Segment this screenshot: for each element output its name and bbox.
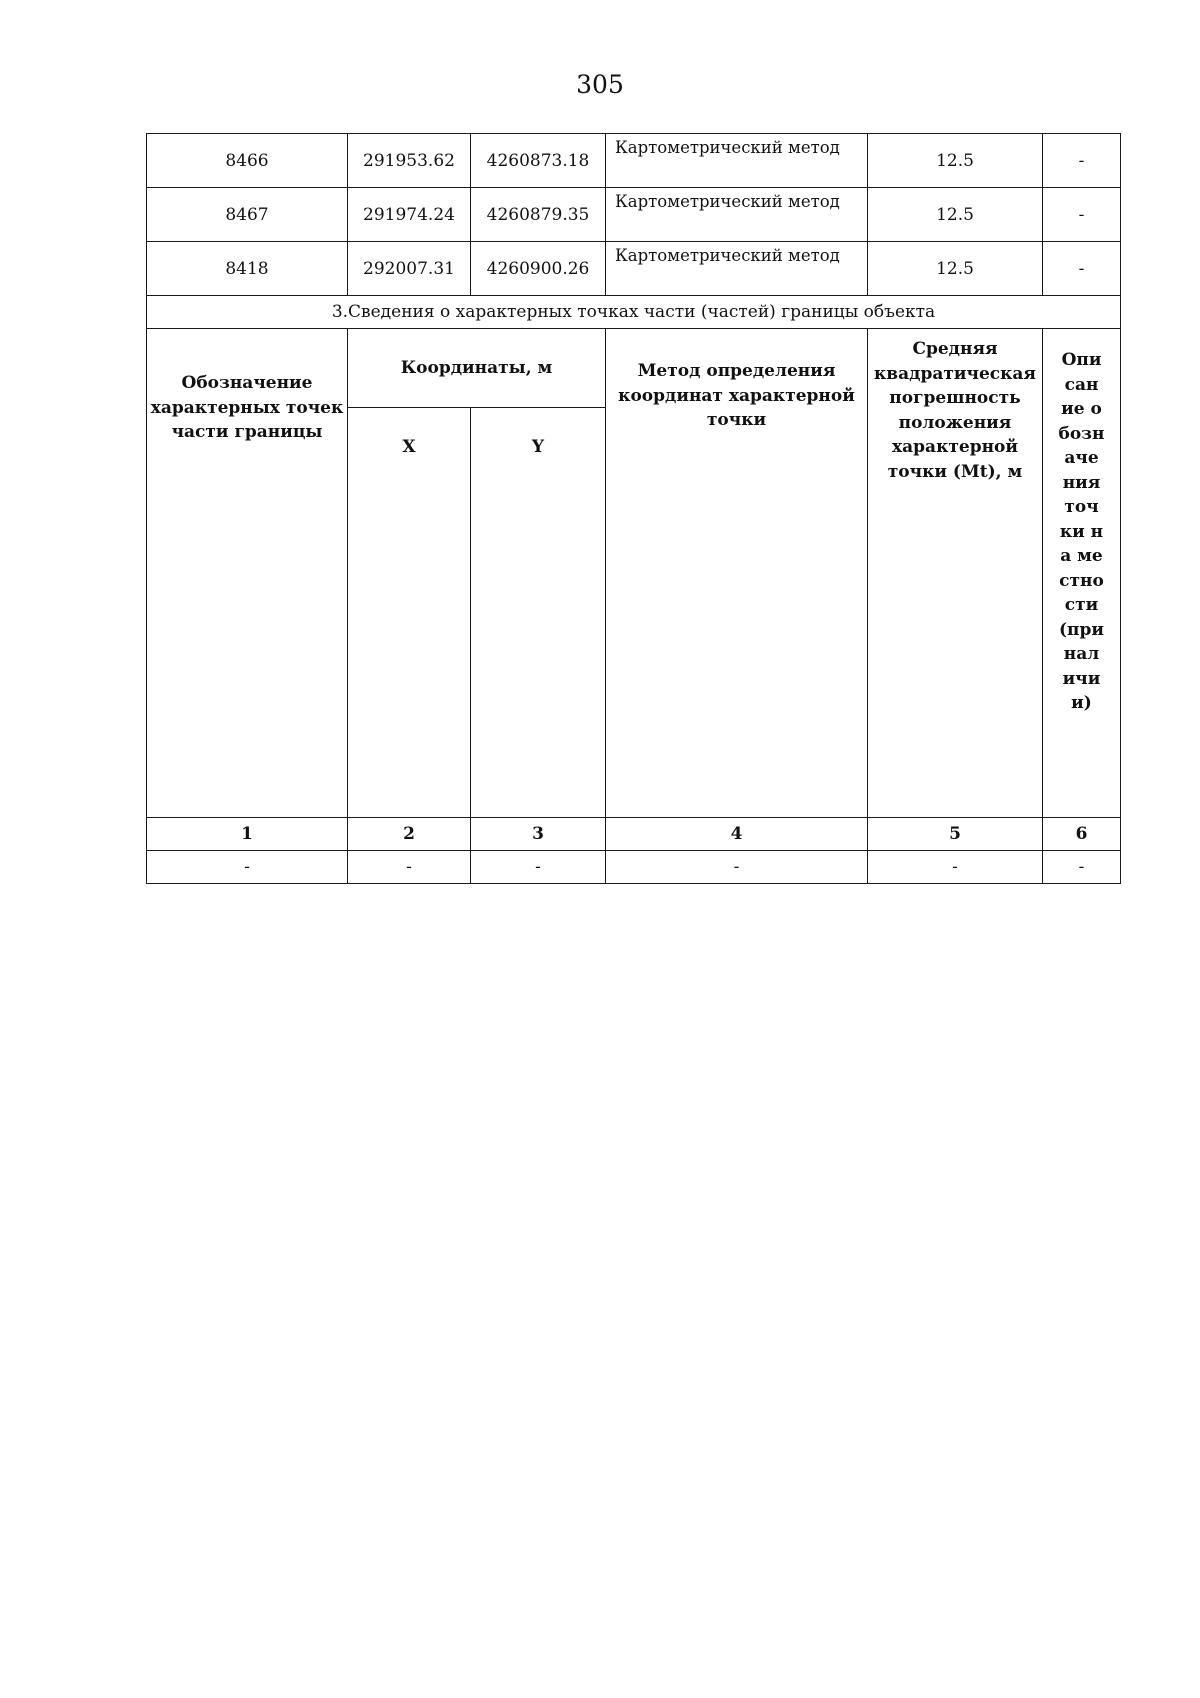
table-row xyxy=(147,188,1121,242)
accuracy-cell: 12.5 xyxy=(868,242,1043,296)
y-coordinate-cell: 4260873.18 xyxy=(471,134,606,188)
section-title: 3.Сведения о характерных точках части (частей) границы объекта xyxy=(147,296,1121,329)
description-cell: - xyxy=(1043,134,1121,188)
empty-cell: - xyxy=(348,851,471,884)
header-accuracy: Средняя квадратическая погрешность положения характерной точки (Mt), м xyxy=(868,329,1043,818)
section-title-row xyxy=(147,296,1121,329)
page-number: 305 xyxy=(576,70,624,99)
empty-cell: - xyxy=(606,851,868,884)
column-number: 6 xyxy=(1043,818,1121,851)
y-coordinate-cell: 4260900.26 xyxy=(471,242,606,296)
column-number: 1 xyxy=(147,818,348,851)
header-row xyxy=(147,329,1121,408)
table-row xyxy=(147,851,1121,884)
header-x: X xyxy=(348,408,471,818)
header-description xyxy=(1043,329,1121,818)
point-number-cell: 8466 xyxy=(147,134,348,188)
header-method: Метод определения координат характерной точки xyxy=(606,329,868,818)
column-numbers-row xyxy=(147,818,1121,851)
accuracy-cell: 12.5 xyxy=(868,134,1043,188)
header-description-text: Описание обозначения точки на местности (при наличии) xyxy=(1058,350,1105,713)
boundary-points-table xyxy=(146,133,1121,884)
column-number: 4 xyxy=(606,818,868,851)
column-number: 2 xyxy=(348,818,471,851)
column-number: 5 xyxy=(868,818,1043,851)
empty-cell: - xyxy=(147,851,348,884)
description-cell: - xyxy=(1043,188,1121,242)
x-coordinate-cell: 291953.62 xyxy=(348,134,471,188)
point-number-cell: 8467 xyxy=(147,188,348,242)
x-coordinate-cell: 291974.24 xyxy=(348,188,471,242)
empty-cell: - xyxy=(1043,851,1121,884)
table-row xyxy=(147,134,1121,188)
method-cell: Картометрический метод xyxy=(606,242,868,296)
x-coordinate-cell: 292007.31 xyxy=(348,242,471,296)
empty-cell: - xyxy=(471,851,606,884)
empty-cell: - xyxy=(868,851,1043,884)
y-coordinate-cell: 4260879.35 xyxy=(471,188,606,242)
method-cell: Картометрический метод xyxy=(606,188,868,242)
description-cell: - xyxy=(1043,242,1121,296)
method-cell: Картометрический метод xyxy=(606,134,868,188)
header-coordinates: Координаты, м xyxy=(348,329,606,408)
column-number: 3 xyxy=(471,818,606,851)
accuracy-cell: 12.5 xyxy=(868,188,1043,242)
header-y: Y xyxy=(471,408,606,818)
header-point-designation: Обозначение характерных точек части границы xyxy=(147,329,348,818)
point-number-cell: 8418 xyxy=(147,242,348,296)
table-row xyxy=(147,242,1121,296)
